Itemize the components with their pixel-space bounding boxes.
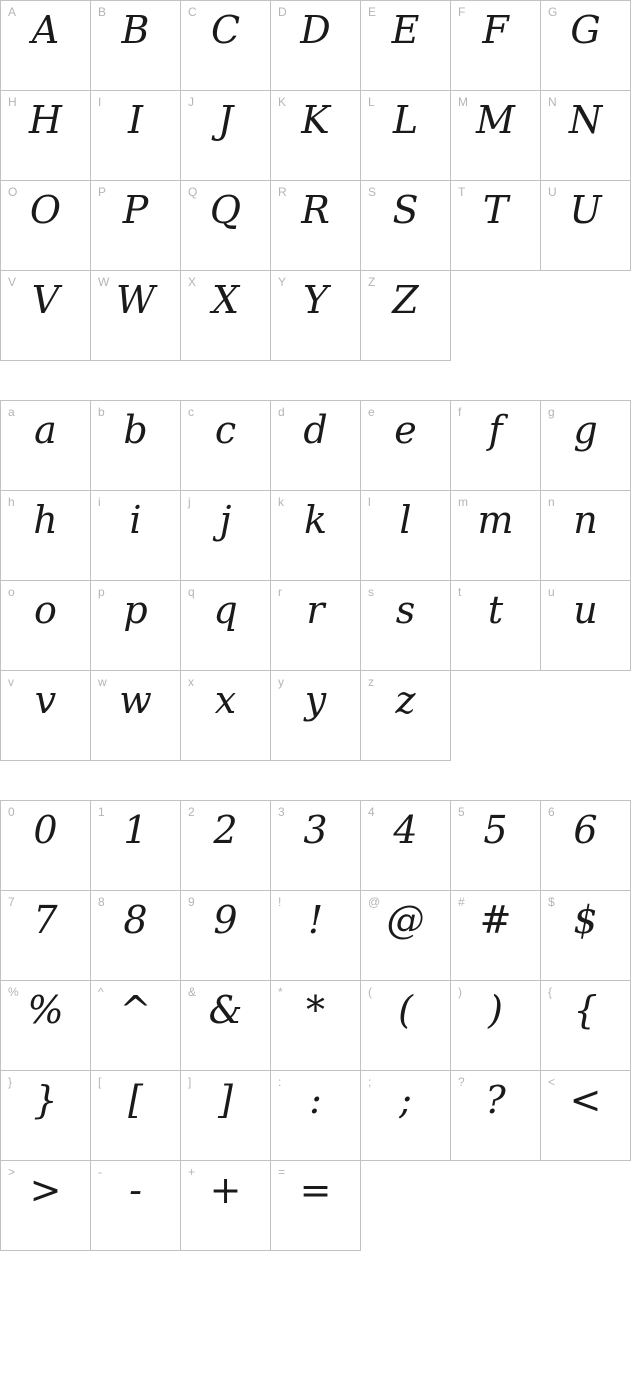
- cell-glyph: [: [128, 1078, 143, 1122]
- cell-glyph: *: [306, 988, 325, 1032]
- glyph-row: [1, 181, 631, 271]
- glyph-cell: [91, 271, 181, 361]
- cell-label: M: [458, 95, 468, 109]
- glyph-cell: [271, 981, 361, 1071]
- cell-label: n: [548, 495, 555, 509]
- cell-label: >: [8, 1165, 16, 1179]
- glyph-cell: [271, 801, 361, 891]
- cell-glyph: :: [309, 1078, 322, 1122]
- glyph-cell: [1, 801, 91, 891]
- glyph-cell: [1, 1071, 91, 1161]
- cell-label: 8: [98, 895, 105, 909]
- glyph-cell: [361, 1071, 451, 1161]
- glyph-cell: [1, 271, 91, 361]
- glyph-cell: [451, 401, 541, 491]
- cell-label: c: [188, 405, 194, 419]
- cell-label: @: [368, 895, 381, 909]
- cell-label: F: [458, 5, 466, 19]
- cell-glyph: 9: [213, 898, 238, 942]
- cell-label: h: [8, 495, 15, 509]
- cell-label: (: [368, 985, 372, 999]
- cell-glyph: ;: [399, 1078, 412, 1122]
- cell-label: Q: [188, 185, 198, 199]
- glyph-cell: [1, 91, 91, 181]
- cell-glyph: c: [214, 408, 237, 452]
- glyph-cell: [541, 91, 631, 181]
- cell-glyph: E: [391, 8, 420, 52]
- glyph-cell: [181, 891, 271, 981]
- cell-label: d: [278, 405, 285, 419]
- cell-glyph: ]: [218, 1078, 233, 1122]
- glyph-cell: [271, 1161, 361, 1251]
- glyph-cell: [1, 181, 91, 271]
- cell-label: v: [8, 675, 14, 689]
- glyph-cell: [181, 491, 271, 581]
- glyph-cell: [361, 581, 451, 671]
- cell-glyph: S: [392, 188, 419, 232]
- cell-glyph: d: [303, 408, 328, 452]
- cell-label: U: [548, 185, 557, 199]
- cell-glyph: b: [123, 408, 148, 452]
- cell-label: 6: [548, 805, 555, 819]
- cell-glyph: #: [479, 898, 512, 942]
- cell-label: q: [188, 585, 195, 599]
- glyph-cell: [271, 91, 361, 181]
- cell-label: X: [188, 275, 197, 289]
- glyph-row: [1, 491, 631, 581]
- glyph-cell: [1, 1, 91, 91]
- cell-glyph: I: [127, 98, 143, 142]
- cell-glyph: ?: [485, 1078, 506, 1122]
- glyph-row: [1, 91, 631, 181]
- cell-label: Y: [278, 275, 287, 289]
- cell-label: O: [8, 185, 18, 199]
- cell-glyph: <: [569, 1078, 602, 1122]
- cell-glyph: >: [29, 1168, 62, 1212]
- cell-label: 4: [368, 805, 375, 819]
- glyph-cell: [271, 581, 361, 671]
- cell-glyph: g: [573, 408, 598, 452]
- glyph-cell: [361, 91, 451, 181]
- cell-label: a: [8, 405, 15, 419]
- glyph-cell: [451, 1071, 541, 1161]
- cell-glyph: k: [303, 498, 328, 542]
- cell-label: k: [278, 495, 284, 509]
- glyph-cell: [541, 981, 631, 1071]
- cell-label: R: [278, 185, 287, 199]
- glyph-cell: [361, 491, 451, 581]
- cell-label: 7: [8, 895, 15, 909]
- glyph-cell: [541, 891, 631, 981]
- glyph-row: [1, 401, 631, 491]
- cell-label: C: [188, 5, 197, 19]
- cell-glyph: W: [115, 278, 156, 322]
- cell-label: W: [98, 275, 110, 289]
- cell-glyph: Y: [302, 278, 329, 322]
- cell-glyph: Q: [209, 188, 242, 232]
- glyph-row: [1, 801, 631, 891]
- cell-label: u: [548, 585, 555, 599]
- cell-glyph: D: [300, 8, 331, 52]
- glyph-cell: [541, 1, 631, 91]
- glyph-cell: [451, 491, 541, 581]
- cell-glyph: y: [304, 678, 327, 722]
- cell-glyph: m: [477, 498, 514, 542]
- glyph-cell: [271, 271, 361, 361]
- glyph-row: [1, 891, 631, 981]
- cell-glyph: a: [34, 408, 57, 452]
- cell-glyph: -: [129, 1168, 142, 1212]
- cell-label: J: [188, 95, 194, 109]
- glyph-cell: [91, 801, 181, 891]
- cell-glyph: o: [34, 588, 57, 632]
- glyph-row: [1, 271, 631, 361]
- glyph-row: [1, 1, 631, 91]
- cell-glyph: H: [28, 98, 63, 142]
- cell-glyph: e: [394, 408, 417, 452]
- glyph-cell: [91, 1161, 181, 1251]
- glyph-cell: [451, 1, 541, 91]
- glyph-cell: [361, 981, 451, 1071]
- cell-label: Z: [368, 275, 376, 289]
- cell-label: :: [278, 1075, 282, 1089]
- cell-glyph: =: [299, 1168, 332, 1212]
- cell-label: <: [548, 1075, 556, 1089]
- cell-glyph: ): [488, 988, 503, 1032]
- glyph-cell: [451, 981, 541, 1071]
- cell-glyph: O: [29, 188, 62, 232]
- cell-glyph: F: [482, 8, 509, 52]
- cell-label: 1: [98, 805, 105, 819]
- cell-glyph: ^: [119, 988, 152, 1032]
- cell-label: +: [188, 1165, 196, 1179]
- cell-label: -: [98, 1165, 102, 1179]
- glyph-cell: [91, 891, 181, 981]
- cell-label: P: [98, 185, 107, 199]
- cell-label: g: [548, 405, 555, 419]
- empty-cell: [541, 1161, 631, 1251]
- glyph-cell: [1, 671, 91, 761]
- glyph-cell: [541, 491, 631, 581]
- cell-glyph: p: [123, 588, 148, 632]
- glyph-cell: [181, 1, 271, 91]
- glyph-row: [1, 1161, 631, 1251]
- cell-label: 9: [188, 895, 195, 909]
- cell-label: &: [188, 985, 197, 999]
- cell-glyph: n: [573, 498, 598, 542]
- cell-label: V: [8, 275, 17, 289]
- glyph-cell: [361, 801, 451, 891]
- glyph-cell: [181, 1161, 271, 1251]
- cell-label: i: [98, 495, 101, 509]
- glyph-cell: [181, 981, 271, 1071]
- cell-label: o: [8, 585, 15, 599]
- cell-glyph: 8: [123, 898, 148, 942]
- cell-label: ): [458, 985, 462, 999]
- glyph-row: [1, 1071, 631, 1161]
- cell-glyph: K: [301, 98, 330, 142]
- glyph-cell: [541, 801, 631, 891]
- cell-label: $: [548, 895, 555, 909]
- cell-label: [: [98, 1075, 102, 1089]
- cell-glyph: 2: [213, 808, 238, 852]
- cell-glyph: G: [570, 8, 601, 52]
- cell-glyph: q: [213, 588, 238, 632]
- glyph-row: [1, 671, 631, 761]
- glyph-cell: [91, 981, 181, 1071]
- cell-label: K: [278, 95, 287, 109]
- cell-label: z: [368, 675, 374, 689]
- empty-cell: [451, 1161, 541, 1251]
- glyph-cell: [361, 671, 451, 761]
- empty-cell: [361, 1161, 451, 1251]
- glyph-cell: [541, 581, 631, 671]
- cell-label: r: [278, 585, 282, 599]
- glyph-cell: [181, 401, 271, 491]
- glyph-cell: [181, 271, 271, 361]
- cell-label: w: [98, 675, 107, 689]
- cell-label: b: [98, 405, 105, 419]
- cell-glyph: P: [122, 188, 149, 232]
- cell-label: G: [548, 5, 558, 19]
- glyph-cell: [181, 91, 271, 181]
- cell-glyph: t: [487, 588, 504, 632]
- glyph-cell: [271, 1, 361, 91]
- cell-glyph: f: [488, 408, 503, 452]
- cell-label: e: [368, 405, 375, 419]
- glyph-grid-uppercase: [0, 0, 631, 361]
- cell-label: x: [188, 675, 194, 689]
- cell-glyph: !: [307, 898, 324, 942]
- glyph-cell: [541, 181, 631, 271]
- cell-glyph: w: [119, 678, 152, 722]
- cell-label: %: [8, 985, 19, 999]
- cell-glyph: &: [208, 988, 243, 1032]
- empty-cell: [451, 271, 541, 361]
- glyph-cell: [91, 581, 181, 671]
- glyph-cell: [451, 801, 541, 891]
- glyph-cell: [1, 981, 91, 1071]
- glyph-cell: [181, 801, 271, 891]
- cell-glyph: $: [573, 898, 598, 942]
- glyph-cell: [451, 891, 541, 981]
- cell-glyph: h: [33, 498, 58, 542]
- cell-glyph: j: [219, 498, 232, 542]
- glyph-cell: [181, 581, 271, 671]
- cell-glyph: 1: [123, 808, 148, 852]
- glyph-cell: [361, 401, 451, 491]
- cell-label: 5: [458, 805, 465, 819]
- cell-glyph: v: [34, 678, 57, 722]
- glyph-cell: [1, 581, 91, 671]
- cell-glyph: B: [121, 8, 150, 52]
- cell-glyph: Z: [392, 278, 419, 322]
- glyph-cell: [91, 671, 181, 761]
- glyph-cell: [91, 1, 181, 91]
- glyph-cell: [361, 891, 451, 981]
- cell-glyph: N: [568, 98, 603, 142]
- cell-label: ^: [98, 985, 104, 999]
- glyph-cell: [181, 1071, 271, 1161]
- glyph-cell: [361, 1, 451, 91]
- glyph-cell: [271, 891, 361, 981]
- glyph-cell: [451, 91, 541, 181]
- cell-label: S: [368, 185, 377, 199]
- cell-label: ]: [188, 1075, 192, 1089]
- cell-label: l: [368, 495, 371, 509]
- glyph-cell: [361, 181, 451, 271]
- glyph-cell: [271, 1071, 361, 1161]
- cell-label: ?: [458, 1075, 465, 1089]
- cell-glyph: T: [482, 188, 509, 232]
- cell-glyph: }: [33, 1078, 58, 1122]
- glyph-cell: [271, 181, 361, 271]
- cell-glyph: 7: [33, 898, 58, 942]
- glyph-cell: [91, 491, 181, 581]
- cell-label: f: [458, 405, 462, 419]
- glyph-cell: [361, 271, 451, 361]
- cell-label: !: [278, 895, 282, 909]
- cell-glyph: u: [573, 588, 598, 632]
- cell-glyph: l: [399, 498, 412, 542]
- cell-label: H: [8, 95, 17, 109]
- cell-glyph: i: [129, 498, 142, 542]
- cell-label: #: [458, 895, 465, 909]
- glyph-cell: [91, 91, 181, 181]
- glyph-row: [1, 981, 631, 1071]
- cell-glyph: X: [211, 278, 240, 322]
- cell-label: L: [368, 95, 375, 109]
- cell-glyph: L: [392, 98, 419, 142]
- cell-label: ;: [368, 1075, 372, 1089]
- cell-glyph: 6: [573, 808, 598, 852]
- cell-label: =: [278, 1165, 286, 1179]
- cell-glyph: C: [210, 8, 241, 52]
- glyph-cell: [91, 181, 181, 271]
- cell-label: B: [98, 5, 107, 19]
- glyph-cell: [271, 491, 361, 581]
- cell-label: y: [278, 675, 284, 689]
- glyph-cell: [451, 581, 541, 671]
- glyph-cell: [91, 401, 181, 491]
- cell-label: t: [458, 585, 462, 599]
- cell-label: T: [458, 185, 466, 199]
- glyph-cell: [451, 181, 541, 271]
- glyph-cell: [1, 1161, 91, 1251]
- glyph-cell: [91, 1071, 181, 1161]
- cell-glyph: J: [217, 98, 234, 142]
- cell-glyph: x: [214, 678, 237, 722]
- cell-glyph: +: [209, 1168, 242, 1212]
- cell-label: N: [548, 95, 557, 109]
- cell-glyph: A: [31, 8, 60, 52]
- cell-label: p: [98, 585, 105, 599]
- cell-glyph: @: [386, 898, 425, 942]
- cell-label: 3: [278, 805, 285, 819]
- cell-glyph: 3: [303, 808, 328, 852]
- glyph-cell: [181, 181, 271, 271]
- cell-label: j: [188, 495, 191, 509]
- cell-glyph: s: [395, 588, 416, 632]
- cell-glyph: V: [31, 278, 60, 322]
- empty-cell: [541, 271, 631, 361]
- cell-label: D: [278, 5, 287, 19]
- cell-label: {: [548, 985, 553, 999]
- glyph-cell: [1, 891, 91, 981]
- glyph-cell: [181, 671, 271, 761]
- cell-label: }: [8, 1075, 13, 1089]
- glyph-cell: [1, 491, 91, 581]
- cell-label: A: [8, 5, 17, 19]
- glyph-cell: [271, 671, 361, 761]
- glyph-cell: [541, 401, 631, 491]
- empty-cell: [541, 671, 631, 761]
- cell-label: m: [458, 495, 468, 509]
- cell-glyph: %: [27, 988, 64, 1032]
- cell-label: I: [98, 95, 102, 109]
- cell-glyph: z: [395, 678, 416, 722]
- cell-glyph: 5: [483, 808, 508, 852]
- cell-glyph: U: [569, 188, 602, 232]
- cell-glyph: 4: [393, 808, 418, 852]
- glyph-row: [1, 581, 631, 671]
- empty-cell: [451, 671, 541, 761]
- cell-glyph: 0: [33, 808, 58, 852]
- glyph-cell: [271, 401, 361, 491]
- cell-glyph: r: [306, 588, 325, 632]
- glyph-grid-lowercase: [0, 400, 631, 761]
- glyph-grid-numbers-and-symbols: [0, 800, 631, 1251]
- cell-label: 0: [8, 805, 15, 819]
- glyph-cell: [1, 401, 91, 491]
- cell-label: 2: [188, 805, 195, 819]
- cell-glyph: {: [573, 988, 598, 1032]
- cell-label: E: [368, 5, 377, 19]
- cell-glyph: M: [476, 98, 515, 142]
- cell-glyph: (: [398, 988, 413, 1032]
- cell-label: *: [278, 985, 283, 999]
- cell-label: s: [368, 585, 374, 599]
- cell-glyph: R: [301, 188, 330, 232]
- glyph-cell: [541, 1071, 631, 1161]
